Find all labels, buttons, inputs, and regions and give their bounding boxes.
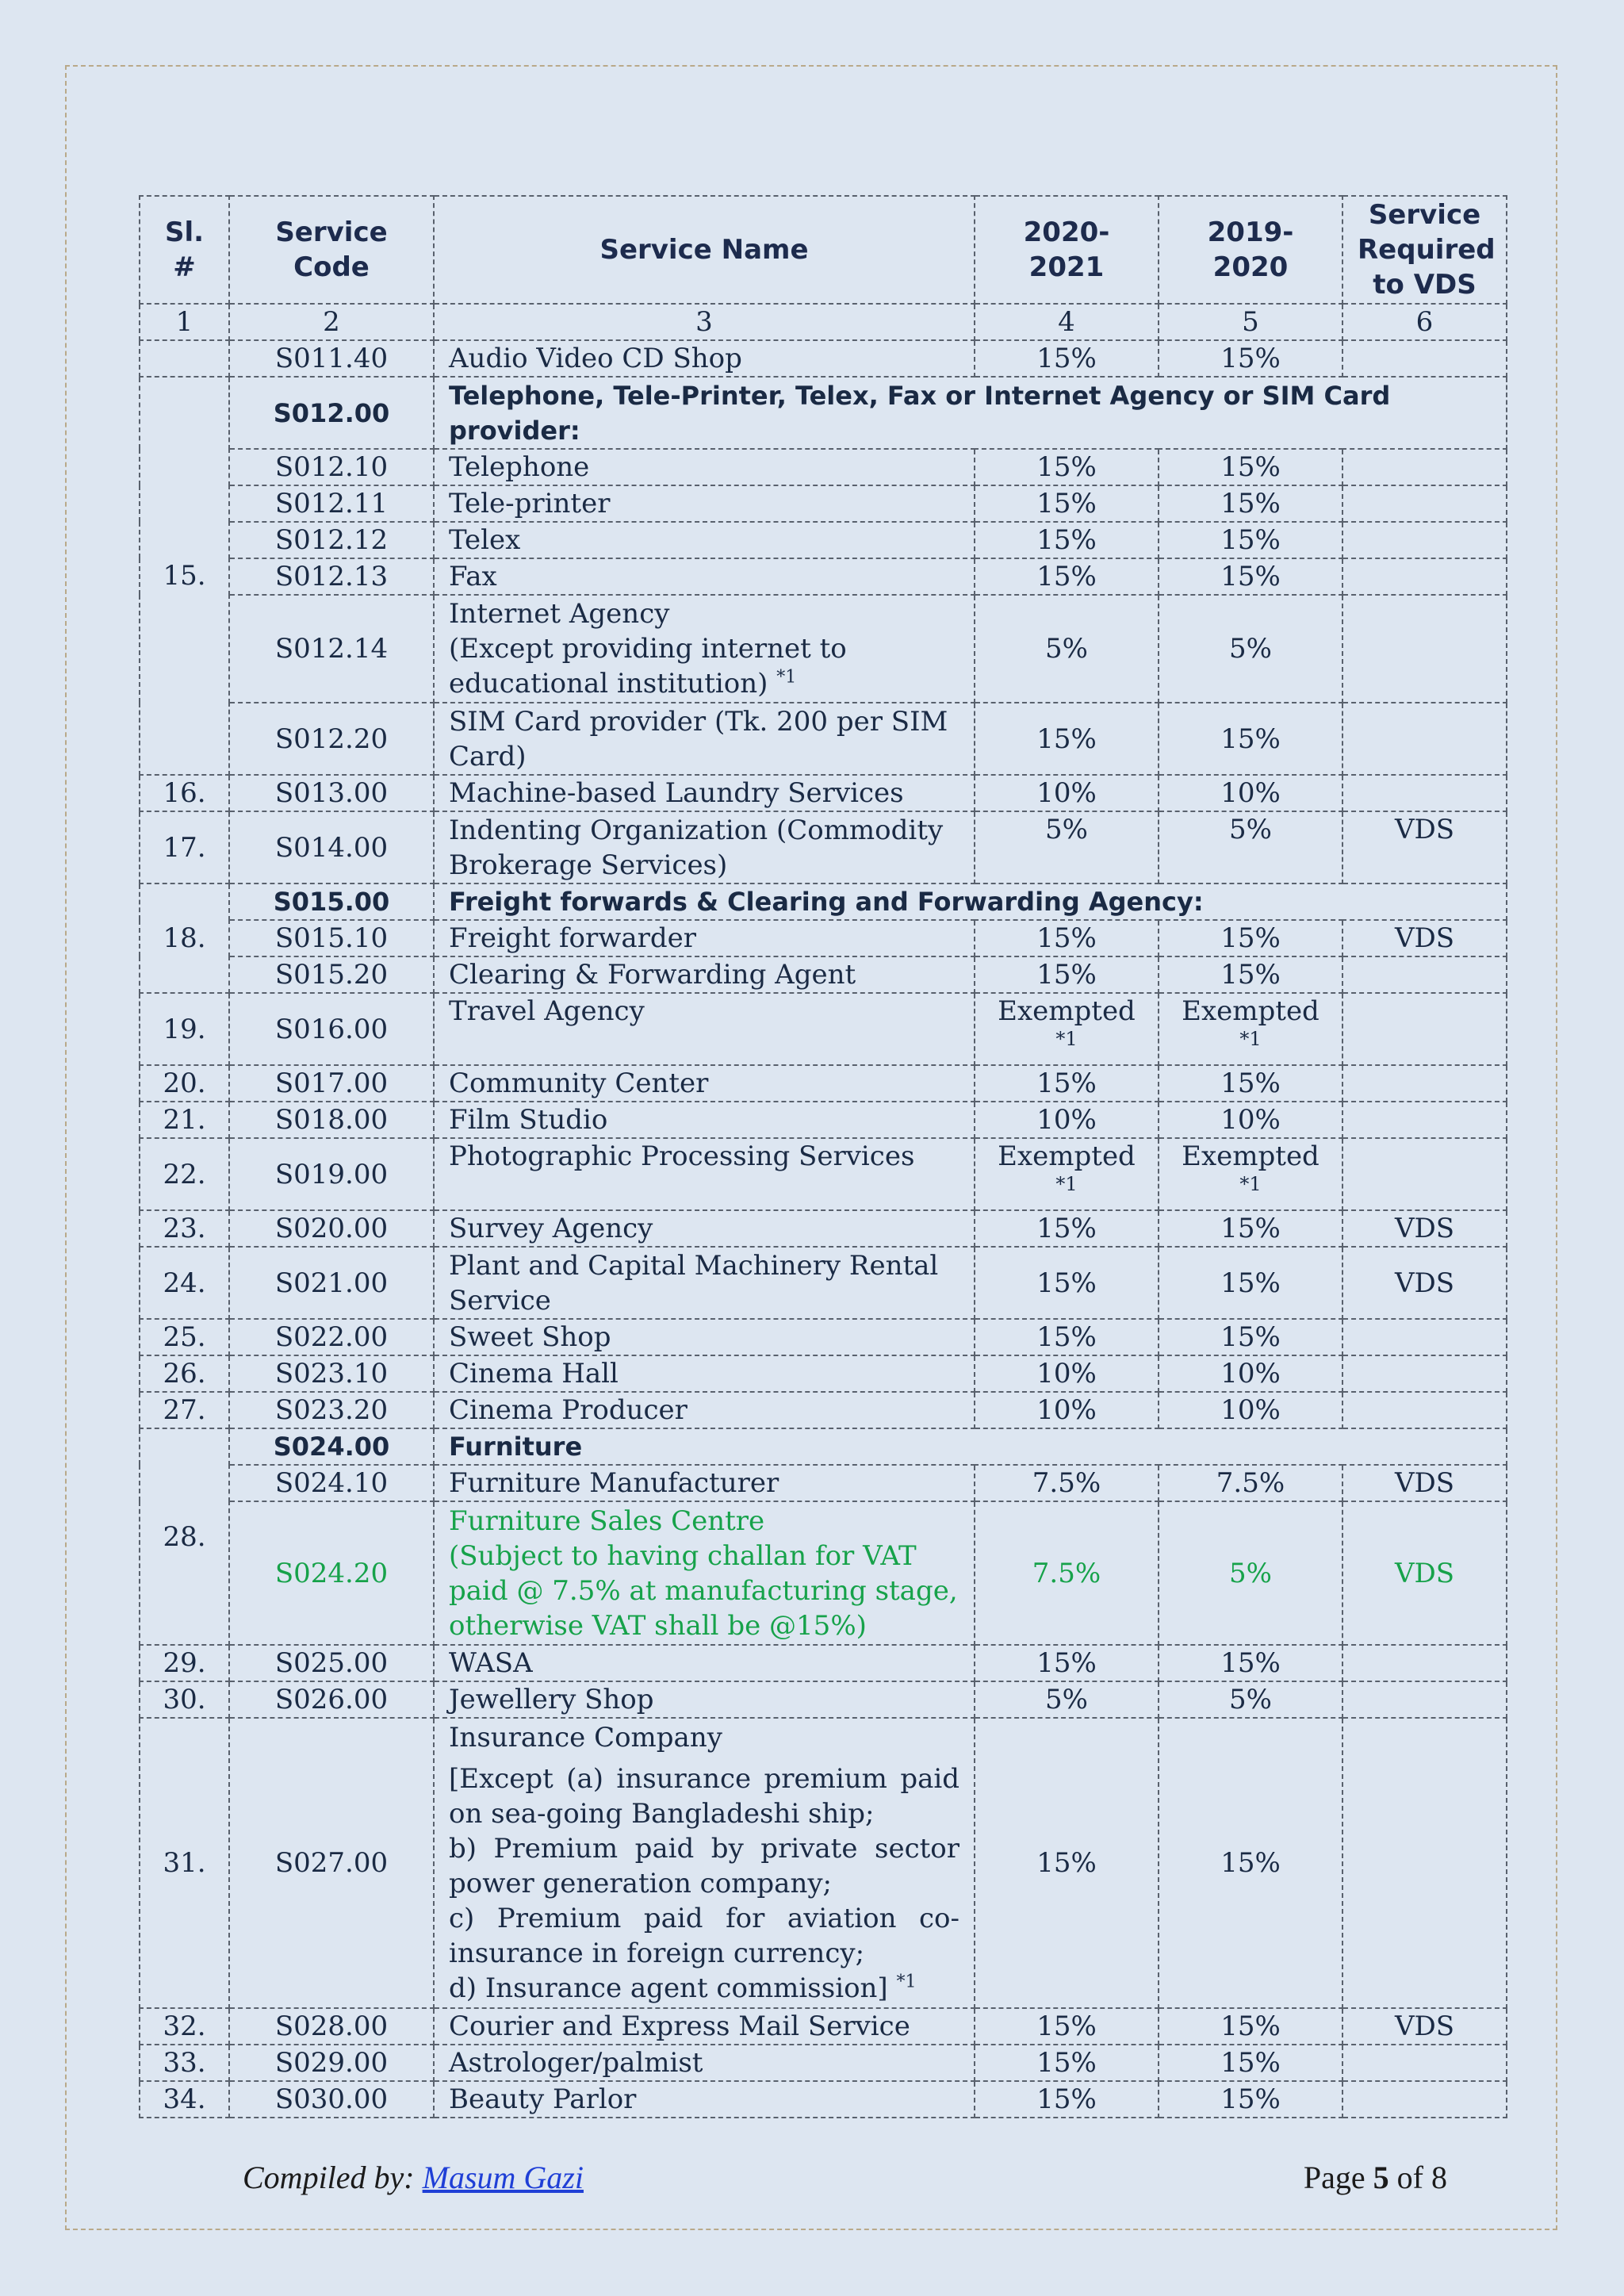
rate-2020-cell: 10% [975,1102,1159,1138]
table-row-highlighted [140,1501,1507,1645]
rate-2019-cell: 10% [1159,775,1342,811]
code-cell: S024.20 [229,1501,434,1645]
rate-2020-cell: 15% [975,340,1159,377]
code-cell: S028.00 [229,2008,434,2045]
sl-cell: 23. [140,1210,229,1247]
table-row [140,1681,1507,1718]
sl-cell: 28. [140,1428,229,1645]
sl-cell: 15. [140,377,229,775]
code-cell: S015.10 [229,920,434,956]
column-number-row [140,304,1507,340]
rate-2019-cell: 10% [1159,1102,1342,1138]
rate-2019-cell: 15% [1159,522,1342,558]
header-vds: Service Required to VDS [1342,196,1507,304]
group-code: S012.00 [229,377,434,449]
code-cell: S023.20 [229,1392,434,1428]
sl-cell: 31. [140,1718,229,2008]
sl-cell: 21. [140,1102,229,1138]
vds-cell: VDS [1342,1501,1507,1645]
header-2020-2021: 2020-2021 [975,196,1159,304]
code-cell: S023.10 [229,1355,434,1392]
group-row [140,377,1507,449]
table-row [140,1645,1507,1681]
vds-cell [1342,1355,1507,1392]
page-word: Page [1303,2160,1365,2195]
rate-2019-cell: 15% [1159,1210,1342,1247]
rate-2019-cell: 15% [1159,920,1342,956]
code-cell: S014.00 [229,811,434,884]
sl-cell: 33. [140,2045,229,2081]
name-cell: Sweet Shop [434,1319,975,1355]
group-code: S024.00 [229,1428,434,1465]
footnote-mark: *1 [1055,1173,1078,1195]
rate-2019-cell: 15% [1159,449,1342,485]
author-link[interactable]: Masum Gazi [422,2160,584,2195]
sl-cell: 17. [140,811,229,884]
vds-cell: VDS [1342,2008,1507,2045]
footnote-mark: *1 [896,1972,917,1992]
sl-cell: 25. [140,1319,229,1355]
rate-2019-cell: 15% [1159,1319,1342,1355]
rate-2020-cell: 15% [975,1247,1159,1319]
code-cell: S019.00 [229,1138,434,1210]
sl-cell: 34. [140,2081,229,2118]
rate-2020-cell: 7.5% [975,1465,1159,1501]
rate-2019-cell: 15% [1159,2081,1342,2118]
vds-cell: VDS [1342,1247,1507,1319]
rate-2020-cell: 15% [975,703,1159,775]
footnote-mark: *1 [1239,1028,1262,1050]
vds-cell [1342,956,1507,993]
name-line-last [449,1971,959,2006]
table-row [140,703,1507,775]
code-cell: S021.00 [229,1247,434,1319]
name-cell: Jewellery Shop [434,1681,975,1718]
group-code: S015.00 [229,884,434,920]
table-header-row [140,196,1507,304]
name-cell: Courier and Express Mail Service [434,2008,975,2045]
rate-2020-cell: 15% [975,2081,1159,2118]
current-page: 5 [1373,2160,1389,2195]
table-row [140,2008,1507,2045]
compiled-label: Compiled by: [243,2160,415,2195]
rate-2019-cell: 15% [1159,1247,1342,1319]
name-line: b) Premium paid by private sector power generation company; [449,1833,959,1899]
table-row [140,1247,1507,1319]
vds-cell [1342,775,1507,811]
sl-cell [140,340,229,377]
table-row [140,558,1507,595]
name-cell: Photographic Processing Services [434,1138,975,1210]
rate-2020-cell: 15% [975,1210,1159,1247]
rate-2020-cell: 15% [975,485,1159,522]
vds-cell: VDS [1342,920,1507,956]
code-cell: S013.00 [229,775,434,811]
vds-cell [1342,485,1507,522]
sl-cell: 19. [140,993,229,1065]
code-cell: S012.20 [229,703,434,775]
table-row [140,993,1507,1065]
colnum: 3 [434,304,975,340]
rate-2020-cell [975,993,1159,1065]
rate-text: Exempted [1182,995,1320,1027]
rate-2019-cell: 15% [1159,703,1342,775]
name-cell: Film Studio [434,1102,975,1138]
name-line: (Except providing internet to educational institution) [449,633,847,700]
footnote-mark: *1 [1055,1028,1078,1050]
code-cell: S012.10 [229,449,434,485]
rate-2019-cell: 10% [1159,1355,1342,1392]
header-sl: Sl. # [140,196,229,304]
rate-2019-cell: 5% [1159,1501,1342,1645]
code-cell: S012.12 [229,522,434,558]
code-cell: S012.13 [229,558,434,595]
vds-cell: VDS [1342,811,1507,884]
rate-text: Exempted [1182,1140,1320,1172]
rate-text: Exempted [998,995,1136,1027]
rate-2019-cell: 7.5% [1159,1465,1342,1501]
rate-2019-cell [1159,993,1342,1065]
name-cell: Fax [434,558,975,595]
name-cell: Telephone [434,449,975,485]
group-row [140,884,1507,920]
rate-2019-cell: 15% [1159,1065,1342,1102]
table-row [140,522,1507,558]
table-row [140,1138,1507,1210]
name-cell: Community Center [434,1065,975,1102]
name-cell: Furniture Manufacturer [434,1465,975,1501]
vds-cell [1342,522,1507,558]
name-cell: Beauty Parlor [434,2081,975,2118]
footnote-mark: *1 [1239,1173,1262,1195]
rate-2020-cell [975,1138,1159,1210]
vds-cell [1342,1392,1507,1428]
table-row [140,1065,1507,1102]
total-pages: 8 [1431,2160,1447,2195]
colnum: 6 [1342,304,1507,340]
rate-2019-cell: 5% [1159,1681,1342,1718]
header-service-name: Service Name [434,196,975,304]
name-line: d) Insurance agent commission] [449,1972,888,2004]
rate-2019-cell: 15% [1159,558,1342,595]
rate-2019-cell: 5% [1159,595,1342,703]
rate-2019-cell: 15% [1159,2045,1342,2081]
table-row [140,2081,1507,2118]
table-row [140,595,1507,703]
code-cell: S025.00 [229,1645,434,1681]
rate-2020-cell: 5% [975,1681,1159,1718]
sl-cell: 30. [140,1681,229,1718]
vds-cell: VDS [1342,1465,1507,1501]
table-row [140,920,1507,956]
code-cell: S020.00 [229,1210,434,1247]
code-cell: S026.00 [229,1681,434,1718]
code-cell: S022.00 [229,1319,434,1355]
name-cell: Telex [434,522,975,558]
name-cell: Cinema Producer [434,1392,975,1428]
colnum: 1 [140,304,229,340]
table-row [140,1210,1507,1247]
code-cell: S018.00 [229,1102,434,1138]
rate-2020-cell: 15% [975,1319,1159,1355]
code-cell: S017.00 [229,1065,434,1102]
name-line: Internet Agency [449,598,670,630]
code-cell: S024.10 [229,1465,434,1501]
vds-cell: VDS [1342,1210,1507,1247]
table-row [140,1718,1507,2008]
rate-2020-cell: 15% [975,1645,1159,1681]
group-title: Freight forwards & Clearing and Forwarding Agency: [434,884,1507,920]
rate-2020-cell: 5% [975,811,1159,884]
name-cell: Machine-based Laundry Services [434,775,975,811]
code-cell: S011.40 [229,340,434,377]
name-line: c) Premium paid for aviation co-insurance in foreign currency; [449,1903,959,1969]
vds-cell [1342,449,1507,485]
rate-2020-cell: 15% [975,558,1159,595]
table-row [140,2045,1507,2081]
rate-2019-cell: 10% [1159,1392,1342,1428]
vds-cell [1342,1645,1507,1681]
header-service-code: Service Code [229,196,434,304]
name-cell: Tele-printer [434,485,975,522]
name-cell: Audio Video CD Shop [434,340,975,377]
sl-cell: 18. [140,884,229,993]
page-number [1304,2159,1447,2196]
rate-2019-cell: 5% [1159,811,1342,884]
colnum: 2 [229,304,434,340]
rate-2019-cell: 15% [1159,956,1342,993]
code-cell: S012.14 [229,595,434,703]
name-cell: SIM Card provider (Tk. 200 per SIM Card) [434,703,975,775]
code-cell: S012.11 [229,485,434,522]
colnum: 4 [975,304,1159,340]
group-row [140,1428,1507,1465]
rate-2019-cell: 15% [1159,340,1342,377]
code-cell: S029.00 [229,2045,434,2081]
sl-cell: 32. [140,2008,229,2045]
rate-2020-cell: 15% [975,1065,1159,1102]
name-line: Insurance Company [449,1722,722,1754]
vds-cell [1342,1065,1507,1102]
rate-2020-cell: 15% [975,2045,1159,2081]
name-line: [Except (a) insurance premium paid on sea-going Bangladeshi ship; [449,1763,959,1830]
vds-cell [1342,1138,1507,1210]
vds-cell [1342,1681,1507,1718]
rate-2019-cell: 15% [1159,485,1342,522]
rate-2020-cell: 10% [975,775,1159,811]
vds-cell [1342,1718,1507,2008]
rate-2020-cell: 15% [975,1718,1159,2008]
name-cell: Plant and Capital Machinery Rental Service [434,1247,975,1319]
table-row [140,485,1507,522]
code-cell: S015.20 [229,956,434,993]
group-title: Furniture [434,1428,1507,1465]
vds-cell [1342,2081,1507,2118]
compiled-by [243,2159,584,2196]
rate-text: Exempted [998,1140,1136,1172]
rate-2020-cell: 15% [975,449,1159,485]
sl-cell: 16. [140,775,229,811]
table-row [140,1465,1507,1501]
name-cell [434,1718,975,2008]
vds-cell [1342,595,1507,703]
name-cell [434,1501,975,1645]
table-row [140,449,1507,485]
rate-2020-cell: 7.5% [975,1501,1159,1645]
rate-2020-cell: 5% [975,595,1159,703]
table-row [140,1392,1507,1428]
header-2019-2020: 2019-2020 [1159,196,1342,304]
name-cell: Clearing & Forwarding Agent [434,956,975,993]
vat-rate-table [139,195,1507,2118]
table-row [140,811,1507,884]
footnote-mark: *1 [776,667,797,688]
name-cell: Indenting Organization (Commodity Brokerage Services) [434,811,975,884]
table-row [140,1102,1507,1138]
sl-cell: 22. [140,1138,229,1210]
table-row [140,956,1507,993]
vds-cell [1342,1319,1507,1355]
rate-2019-cell: 15% [1159,1645,1342,1681]
name-cell: WASA [434,1645,975,1681]
sl-cell: 24. [140,1247,229,1319]
sl-cell: 26. [140,1355,229,1392]
vds-cell [1342,340,1507,377]
colnum: 5 [1159,304,1342,340]
name-line: (Subject to having challan for VAT paid @ 7.5% at manufacturing stage, otherwise VAT shall be @15%) [449,1539,958,1642]
sl-cell: 27. [140,1392,229,1428]
rate-2020-cell: 15% [975,522,1159,558]
rate-2019-cell [1159,1138,1342,1210]
vds-cell [1342,558,1507,595]
group-title: Telephone, Tele-Printer, Telex, Fax or Internet Agency or SIM Card provider: [434,377,1507,449]
table-row [140,340,1507,377]
code-cell: S030.00 [229,2081,434,2118]
rate-2020-cell: 15% [975,956,1159,993]
name-line: Furniture Sales Centre [449,1504,765,1537]
name-cell [434,595,975,703]
of-word: of [1396,2160,1423,2195]
rate-2019-cell: 15% [1159,2008,1342,2045]
name-cell: Astrologer/palmist [434,2045,975,2081]
code-cell: S027.00 [229,1718,434,2008]
sl-cell: 20. [140,1065,229,1102]
code-cell: S016.00 [229,993,434,1065]
rate-2020-cell: 15% [975,2008,1159,2045]
vds-cell [1342,2045,1507,2081]
vds-cell [1342,993,1507,1065]
vds-cell [1342,1102,1507,1138]
name-cell: Travel Agency [434,993,975,1065]
table-row [140,775,1507,811]
vds-cell [1342,703,1507,775]
rate-2020-cell: 15% [975,920,1159,956]
name-cell: Freight forwarder [434,920,975,956]
rate-2020-cell: 10% [975,1392,1159,1428]
table-row [140,1355,1507,1392]
rate-2020-cell: 10% [975,1355,1159,1392]
rate-2019-cell: 15% [1159,1718,1342,2008]
name-cell: Survey Agency [434,1210,975,1247]
name-cell: Cinema Hall [434,1355,975,1392]
table-row [140,1319,1507,1355]
sl-cell: 29. [140,1645,229,1681]
